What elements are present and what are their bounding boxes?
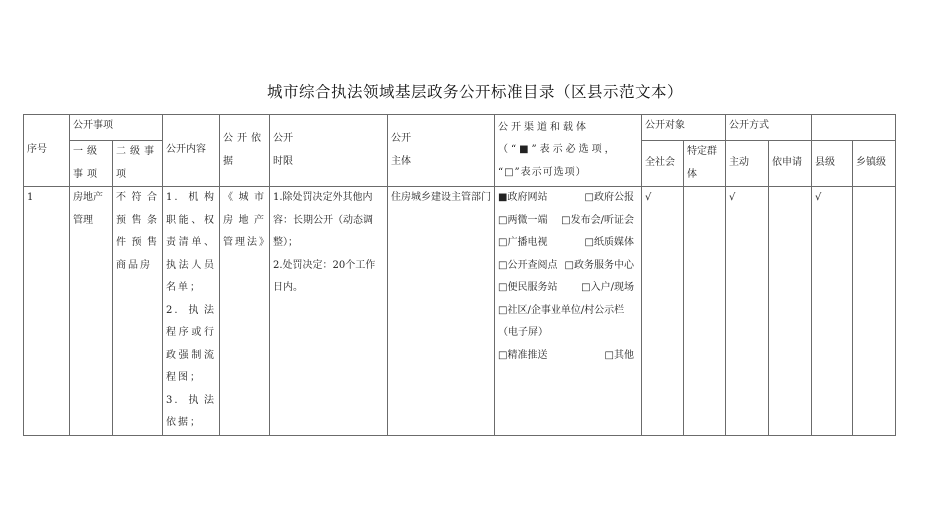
cell-level2: 不符合预售条件预售商品房	[113, 187, 163, 436]
cell-level-town	[853, 187, 896, 436]
header-audience-specific: 特定群体	[684, 141, 726, 187]
table-row	[24, 187, 896, 436]
header-level-town: 乡镇级	[853, 141, 896, 187]
header-subject: 公开 主体	[388, 115, 495, 187]
cell-subject: 住房城乡建设主管部门	[388, 187, 495, 436]
cell-method-request	[769, 187, 812, 436]
header-level2: 二级事项	[113, 141, 163, 187]
header-method-active: 主动	[726, 141, 769, 187]
header-method-group: 公开方式	[726, 115, 812, 141]
header-time-limit: 公开 时限	[270, 115, 388, 187]
cell-seq: 1	[24, 187, 70, 436]
document-title: 城市综合执法领域基层政务公开标准目录（区县示范文本）	[266, 83, 683, 101]
header-method-request: 依申请	[769, 141, 812, 187]
header-channels: 公开渠道和载体 （“■”表示必选项， “□”表示可选项）	[495, 115, 642, 187]
cell-time-limit: 1.除处罚决定外其他内容：长期公开（动态调整）； 2.处罚决定：20个工作日内。	[270, 187, 388, 436]
cell-content: 1. 机构职能、权责清单、执法人员名单； 2. 执法程序或行政强制流程图； 3. 执法依据；	[163, 187, 220, 436]
header-level-county: 县级	[812, 141, 853, 187]
cell-basis: 《城市房地产管理法》	[220, 187, 270, 436]
header-level-blank	[812, 115, 896, 141]
cell-channels: ■政府网站 □政府公报 □两微一端 □发布会/听证会 □广播电视 □纸质媒体 □公开查阅点 □政务服务中心 □便民服务站 □入户/现场 □社区/企事业单位/村公示栏（电子屏） □精准推送 □其他	[495, 187, 642, 436]
header-items-group: 公开事项	[70, 115, 163, 141]
cell-method-active: √	[726, 187, 769, 436]
header-audience-group: 公开对象	[642, 115, 726, 141]
header-level1: 一级事项	[70, 141, 113, 187]
disclosure-catalog-table	[23, 114, 896, 436]
header-content: 公开内容	[163, 115, 220, 187]
header-row-1	[24, 115, 896, 141]
cell-audience-all: √	[642, 187, 684, 436]
header-basis: 公开依据	[220, 115, 270, 187]
cell-level-county: √	[812, 187, 853, 436]
header-seq: 序号	[24, 115, 70, 187]
cell-audience-specific	[684, 187, 726, 436]
header-audience-all: 全社会	[642, 141, 684, 187]
cell-level1: 房地产管理	[70, 187, 113, 436]
